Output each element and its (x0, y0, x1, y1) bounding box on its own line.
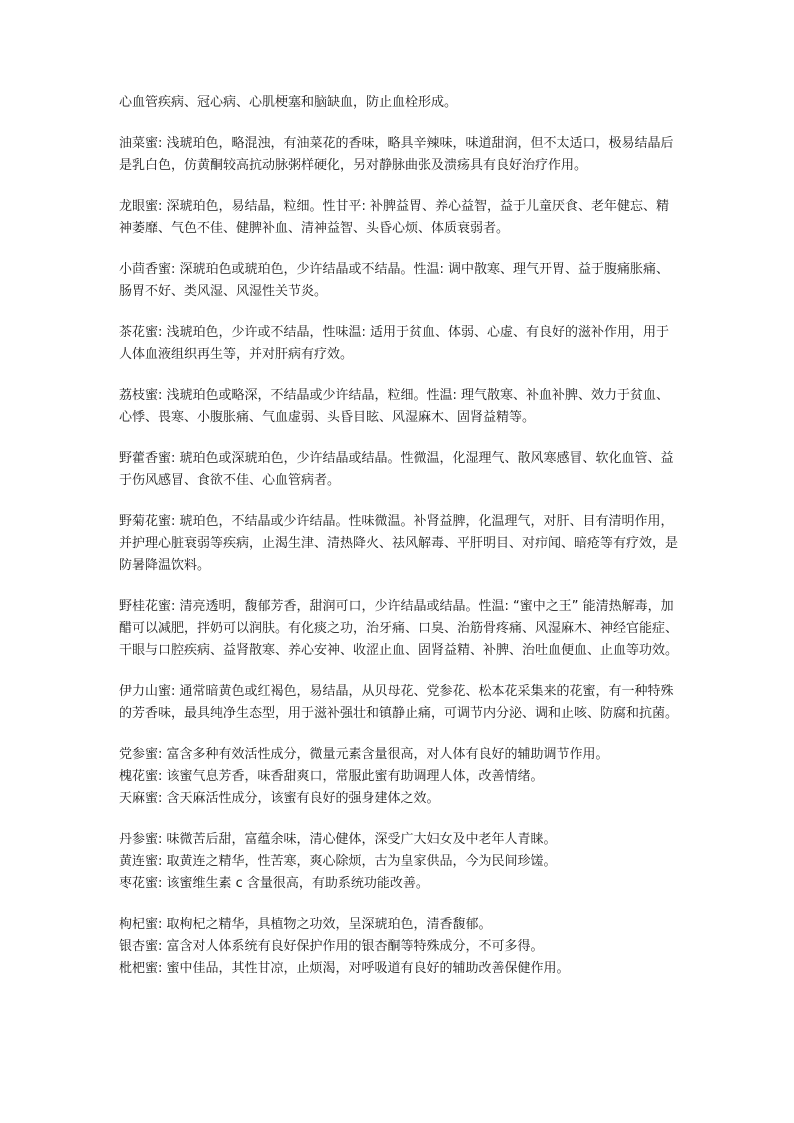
paragraph-rapeseed-honey: 油菜蜜: 浅琥珀色，略混浊，有油菜花的香味，略具辛辣味，味道甜润，但不太适口，极易结晶后是乳白色，仿黄酮较高抗动脉粥样硬化，另对静脉曲张及溃疡具有良好治疗作用。 (119, 136, 674, 173)
list-item-gastrodia-honey: 天麻蜜: 含天麻活性成分，该蜜有良好的强身建体之效。 (119, 791, 440, 806)
list-item-locust-flower-honey: 槐花蜜: 该蜜气息芳香，味香甜爽口，常服此蜜有助调理人体，改善情绪。 (119, 769, 544, 784)
honey-list-group-2 (119, 829, 679, 895)
list-item-salvia-honey: 丹参蜜: 味微苦后甜，富蕴余味，清心健体，深受广大妇女及中老年人青睐。 (119, 832, 557, 847)
paragraph-fennel-honey: 小茴香蜜: 深琥珀色或琥珀色，少许结晶或不结晶。性温: 调中散寒、理气开胃、益于腹痛胀痛、肠胃不好、类风湿、风湿性关节炎。 (119, 262, 670, 299)
paragraph-longan-honey: 龙眼蜜: 深琥珀色，易结晶，粒细。性甘平: 补脾益胃、养心益智，益于儿童厌食、老年健忘、精神萎靡、气色不佳、健脾补血、清神益智、头昏心烦、体质衰弱者。 (119, 199, 670, 236)
list-item-codonopsis-honey: 党参蜜: 富含多种有效活性成分，微量元素含量很高，对人体有良好的辅助调节作用。 (119, 747, 609, 762)
paragraph-lychee-honey: 荔枝蜜: 浅琥珀色或略深，不结晶或少许结晶，粒细。性温: 理气散寒、补血补脾、效力于贫血、心悸、畏寒、小腹胀痛、气血虚弱、头昏目眩、风湿麻木、固肾益精等。 (119, 388, 670, 425)
paragraph-wild-chrysanthemum-honey: 野菊花蜜: 琥珀色，不结晶或少许结晶。性味微温。补肾益脾，化温理气，对肝、目有清明作用，并护理心脏衰弱等疾病，止渴生津、清热降火、祛风解毒、平肝明目、对疖闻、暗疮等有疗效，是防暑降温饮料。 (119, 514, 679, 573)
honey-list-group-1 (119, 744, 679, 810)
list-item-goji-honey: 枸杞蜜: 取枸杞之精华，具植物之功效，呈深琥珀色，清香馥郁。 (119, 917, 492, 932)
document-page (119, 92, 679, 999)
paragraph-wild-agastache-honey: 野藿香蜜: 琥珀色或深琥珀色，少许结晶或结晶。性微温，化湿理气、散风寒感冒、软化血管、益于伤风感冒、食欲不佳、心血管病者。 (119, 451, 674, 488)
paragraph-yili-mountain-honey: 伊力山蜜: 通常暗黄色或红褐色，易结晶，从贝母花、党参花、松本花采集来的花蜜，有一种特殊的芳香味，最具纯净生态型，用于滋补强壮和镇静止痛，可调节内分泌、调和止咳、防腐和抗菌。 (119, 684, 679, 721)
list-item-ginkgo-honey: 银杏蜜: 富含对人体系统有良好保护作用的银杏酮等特殊成分，不可多得。 (119, 939, 544, 954)
list-item-jujube-flower-honey: 枣花蜜: 该蜜维生素 c 含量很高，有助系统功能改善。 (119, 876, 429, 891)
paragraph-wild-osmanthus-honey: 野桂花蜜: 清亮透明，馥郁芳香，甜润可口，少许结晶或结晶。性温: “蜜中之王” 能清热解毒，加醋可以减肥，拌奶可以润肤。有化痰之功，治牙痛、口臭、治筋骨疼痛、风湿麻木、神经官能症、干眼与口腔疾病、益肾散寒、养心安神、收涩止血、固肾益精、补脾、治吐血便血、止血等功效。 (119, 599, 679, 658)
list-item-coptis-honey: 黄连蜜: 取黄连之精华，性苦寒，爽心除烦，古为皇家供品，今为民间珍馐。 (119, 854, 557, 869)
paragraph-camellia-honey: 茶花蜜: 浅琥珀色，少许或不结晶，性味温: 适用于贫血、体弱、心虚、有良好的滋补作用，用于人体血液组织再生等，并对肝病有疗效。 (119, 325, 670, 362)
paragraph-cardiovascular: 心血管疾病、冠心病、心肌梗塞和脑缺血，防止血栓形成。 (119, 95, 458, 110)
list-item-loquat-honey: 枇杷蜜: 蜜中佳品，其性甘凉，止烦渴，对呼吸道有良好的辅助改善保健作用。 (119, 961, 570, 976)
honey-list-group-3 (119, 914, 679, 980)
